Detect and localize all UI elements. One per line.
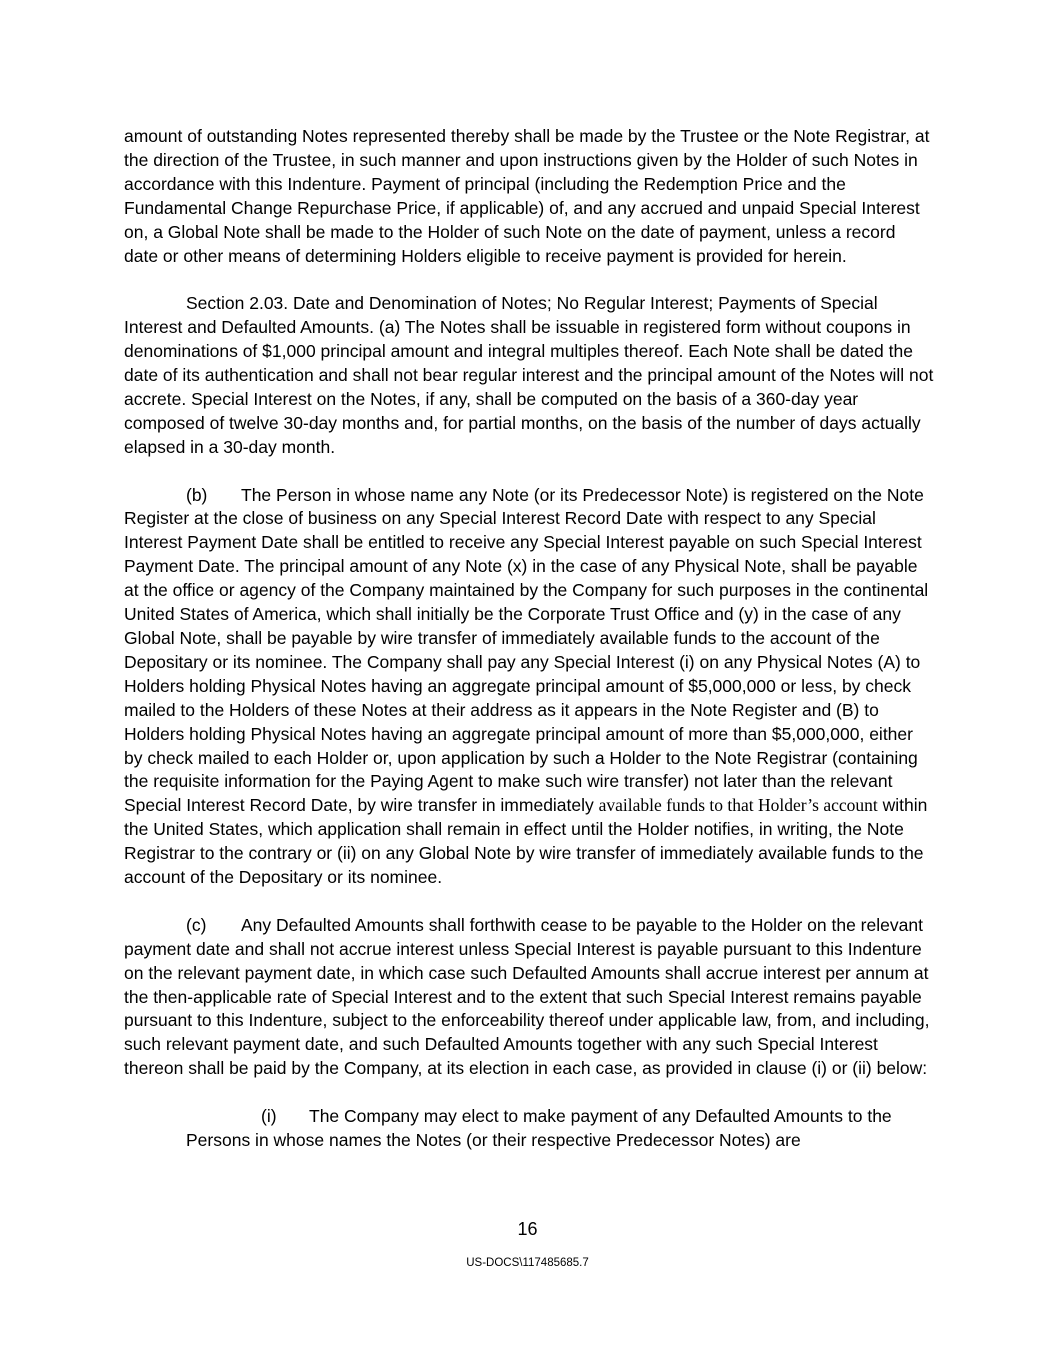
- paragraph-c-text: Any Defaulted Amounts shall forthwith cease to be payable to the Holder on the relevant payment date and shall not accrue interest unless Special Interest is payable pursuant to this Indenture on the relevant payment date, in which case such Defaulted Amounts shall accrue interest per annum at the then-applicable rate of Special Interest and to the extent that such Special Interest remains payable pursuant to this Indenture, subject to the enforceability thereof under applicable law, from, and including, such relevant payment date, and such Defaulted Amounts together with any such Special Interest thereon shall be paid by the Company, at its election in each case, as provided in clause (i) or (ii) below:: [124, 914, 930, 1079]
- intro-paragraph: amount of outstanding Notes represented thereby shall be made by the Trustee or the Note Registrar, at the direction of the Trustee, in such manner and upon instructions given by the Holder of such Notes in accordance with this Indenture. Payment of principal (including the Redemption Price and the Fundamental Change Repurchase Price, if applicable) of, and any accrued and unpaid Special Interest on, a Global Note shall be made to the Holder of such Note on the date of payment, unless a record date or other means of determining Holders eligible to receive payment is provided for herein.: [124, 126, 930, 266]
- document-id: US-DOCS\117485685.7: [466, 1257, 589, 1269]
- page-number: 16: [517, 1219, 538, 1239]
- clause-i: [124, 1105, 934, 1153]
- paragraph-b-text: The Person in whose name any Note (or its Predecessor Note) is registered on the Note Register at the close of business on any Special Interest Record Date with respect to any Special Interest Payment Date shall be entitled to receive any Special Interest payable on such Special Interest Payment Date. The principal amount of any Note (x) in the case of any Physical Note, shall be payable at the office or agency of the Company maintained by the Company for such purposes in the continental United States of America, which shall initially be the Corporate Trust Office and (y) in the case of any Global Note, shall be payable by wire transfer of immediately available funds to the account of the Depositary or its nominee. The Company shall pay any Special Interest (i) on any Physical Notes (A) to Holders holding Physical Notes having an aggregate principal amount of $5,000,000 or less, by check mailed to the Holders of these Notes at their address as it appears in the Note Register and (B) to Holders holding Physical Notes having an aggregate principal amount of more than $5,000,000, either by check mailed to each Holder or, upon application by such a Holder to the Note Registrar (containing the requisite information for the Paying Agent to make such wire transfer) not later than the relevant Special Interest Record Date, by wire transfer in immediately: [124, 484, 929, 816]
- paragraph-c-marker: (c): [186, 914, 207, 935]
- paragraph-b-serif-text: available funds to that Holder’s account: [598, 795, 878, 816]
- clause-i-text: The Company may elect to make payment of any Defaulted Amounts to the Persons in whose names the Notes (or their respective Predecessor Notes) are: [186, 1106, 892, 1150]
- paragraph-b-marker: (b): [186, 484, 208, 505]
- document-body: [124, 125, 934, 1153]
- section-2-03-paragraph: Section 2.03. Date and Denomination of Notes; No Regular Interest; Payments of Special Interest and Defaulted Amounts. (a) The Notes shall be issuable in registered form without coupons in denominations of $1,000 principal amount and integral multiples thereof. Each Note shall be dated the date of its authentication and shall not bear regular interest and the principal amount of the Notes will not accrete. Special Interest on the Notes, if any, shall be computed on the basis of a 360-day year composed of twelve 30-day months and, for partial months, on the basis of the number of days actually elapsed in a 30-day month.: [124, 293, 934, 457]
- paragraph-b-text-end: within the United States, which application shall remain in effect until the Holder notifies, in writing, the Note Registrar to the contrary or (ii) on any Global Note by wire transfer of immediately available funds to the account of the Depositary or its nominee.: [124, 795, 928, 888]
- paragraph-b: [124, 484, 934, 890]
- paragraph-c: [124, 914, 934, 1081]
- clause-i-marker: (i): [261, 1106, 277, 1127]
